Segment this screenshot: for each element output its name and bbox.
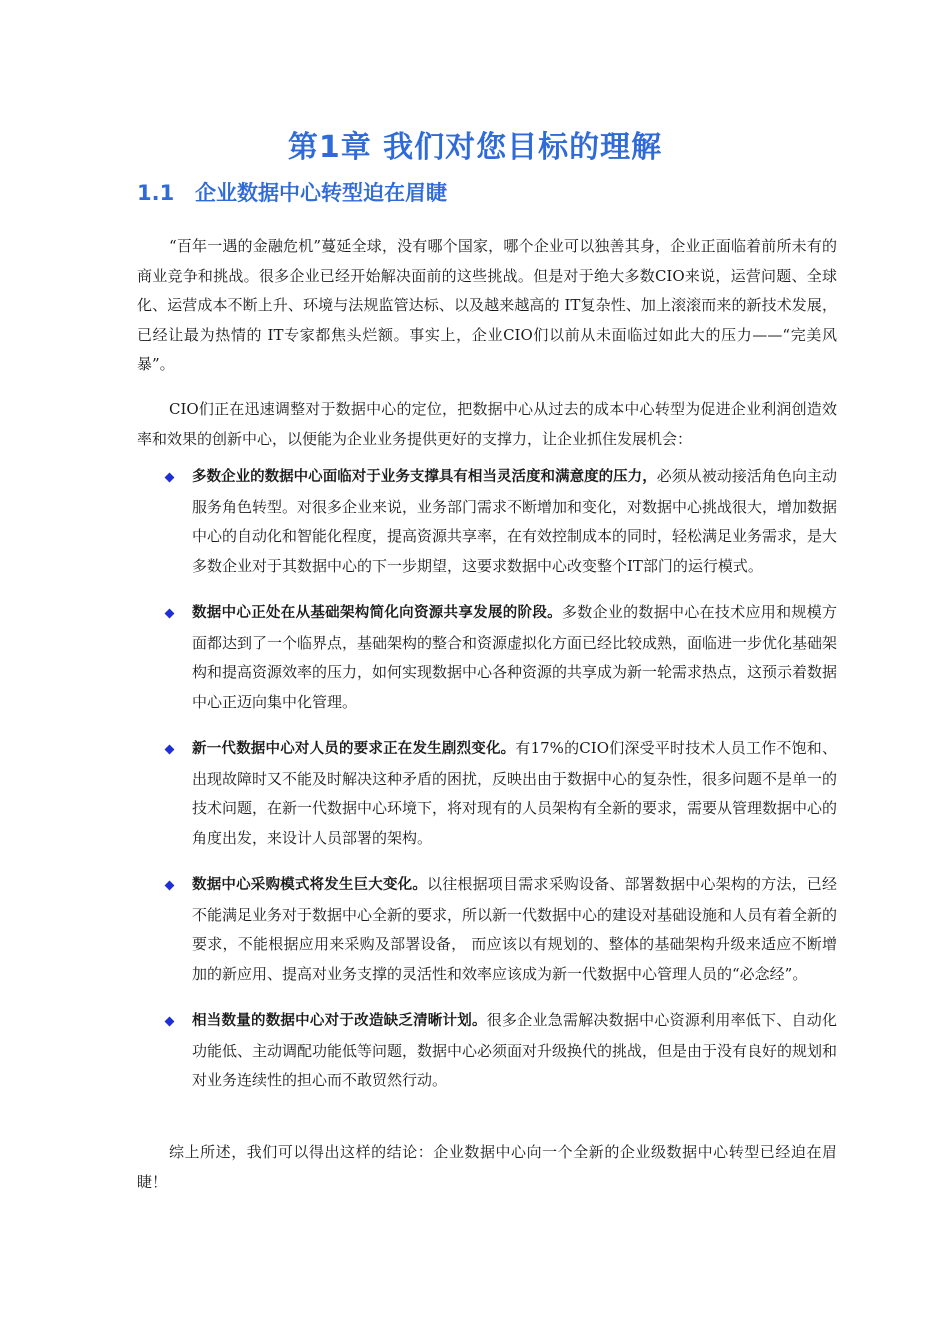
bullet-lead: 多数企业的数据中心面临对于业务支撑具有相当灵活度和满意度的压力， <box>192 469 657 485</box>
diamond-bullet-icon <box>165 745 175 755</box>
bullet-text: 必须从被动接活角色向主动服务角色转型。对很多企业来说，业务部门需求不断增加和变化，对数据中心挑战很大，增加数据中心的自动化和智能化程度，提高资源共享率，在有效控制成本的同时，轻松满足业务需求，是大多数企业对于其数据中心的下一步期望，这要求数据中心改变整个IT部门的运行模式。 <box>192 467 838 575</box>
bullet-text: 有17%的CIO们深受平时技术人员工作不饱和、出现故障时又不能及时解决这种矛盾的困扰，反映出由于数据中心的复杂性，很多问题不是单一的技术问题，在新一代数据中心环境下，将对现有的人员架构有全新的要求，需要从管理数据中心的角度出发，来设计人员部署的架构。 <box>192 739 838 847</box>
bullet-lead: 相当数量的数据中心对于改造缺乏清晰计划。 <box>192 1013 487 1029</box>
section-title: 企业数据中心转型迫在眉睫 <box>195 181 447 205</box>
conclusion-paragraph: 综上所述，我们可以得出这样的结论：企业数据中心向一个全新的企业级数据中心转型已经迫在眉睫！ <box>137 1143 837 1191</box>
bullet-text: 很多企业急需解决数据中心资源利用率低下、自动化功能低、主动调配功能低等问题，数据中心必须面对升级换代的挑战，但是由于没有良好的规划和对业务连续性的担心而不敢贸然行动。 <box>192 1011 838 1089</box>
diamond-bullet-icon <box>165 473 175 483</box>
chapter-title: 第1章 我们对您目标的理解 <box>287 130 663 165</box>
diamond-bullet-icon <box>165 1017 175 1027</box>
diamond-bullet-icon <box>165 609 175 619</box>
list-item <box>162 462 837 581</box>
cio-paragraph: CIO们正在迅速调整对于数据中心的定位，把数据中心从过去的成本中心转型为促进企业利润创造效率和效果的创新中心，以便能为企业业务提供更好的支撑力，让企业抓住发展机会： <box>137 400 837 448</box>
section-number: 1.1 <box>137 181 175 205</box>
intro-paragraph: “百年一遇的金融危机”蔓延全球，没有哪个国家，哪个企业可以独善其身，企业正面临着前所未有的商业竞争和挑战。很多企业已经开始解决面前的这些挑战。但是对于绝大多数CIO来说，运营问题、全球化、运营成本不断上升、环境与法规监管达标、以及越来越高的 IT复杂性、加上滚滚而来的新技术发展，已经让最为热情的 IT专家都焦头烂额。事实上，企业CIO们以前从未面临过如此大的压力——“完美风暴”。 <box>137 237 837 373</box>
bullet-lead: 数据中心正处在从基础架构简化向资源共享发展的阶段。 <box>192 605 562 621</box>
list-item <box>162 1006 837 1096</box>
bullet-lead: 新一代数据中心对人员的要求正在发生剧烈变化。 <box>192 741 516 757</box>
bullet-text: 多数企业的数据中心在技术应用和规模方面都达到了一个临界点，基础架构的整合和资源虚拟化方面已经比较成熟，面临进一步优化基础架构和提高资源效率的压力，如何实现数据中心各种资源的共享成为新一轮需求热点，这预示着数据中心正迈向集中化管理。 <box>192 603 838 711</box>
bullet-text: 以往根据项目需求采购设备、部署数据中心架构的方法，已经不能满足业务对于数据中心全新的要求，所以新一代数据中心的建设对基础设施和人员有着全新的要求，不能根据应用来采购及部署设备， 而应该以有规划的、整体的基础架构升级来适应不断增加的新应用、提高对业务支撑的灵活性和效率应该成为新一代数据中心管理人员的“必念经”。 <box>192 875 838 983</box>
diamond-bullet-icon <box>165 881 175 891</box>
bullet-list <box>162 462 837 1113</box>
section-heading <box>137 177 447 207</box>
list-item <box>162 734 837 853</box>
list-item <box>162 870 837 989</box>
list-item <box>162 598 837 717</box>
bullet-lead: 数据中心采购模式将发生巨大变化。 <box>192 877 428 893</box>
